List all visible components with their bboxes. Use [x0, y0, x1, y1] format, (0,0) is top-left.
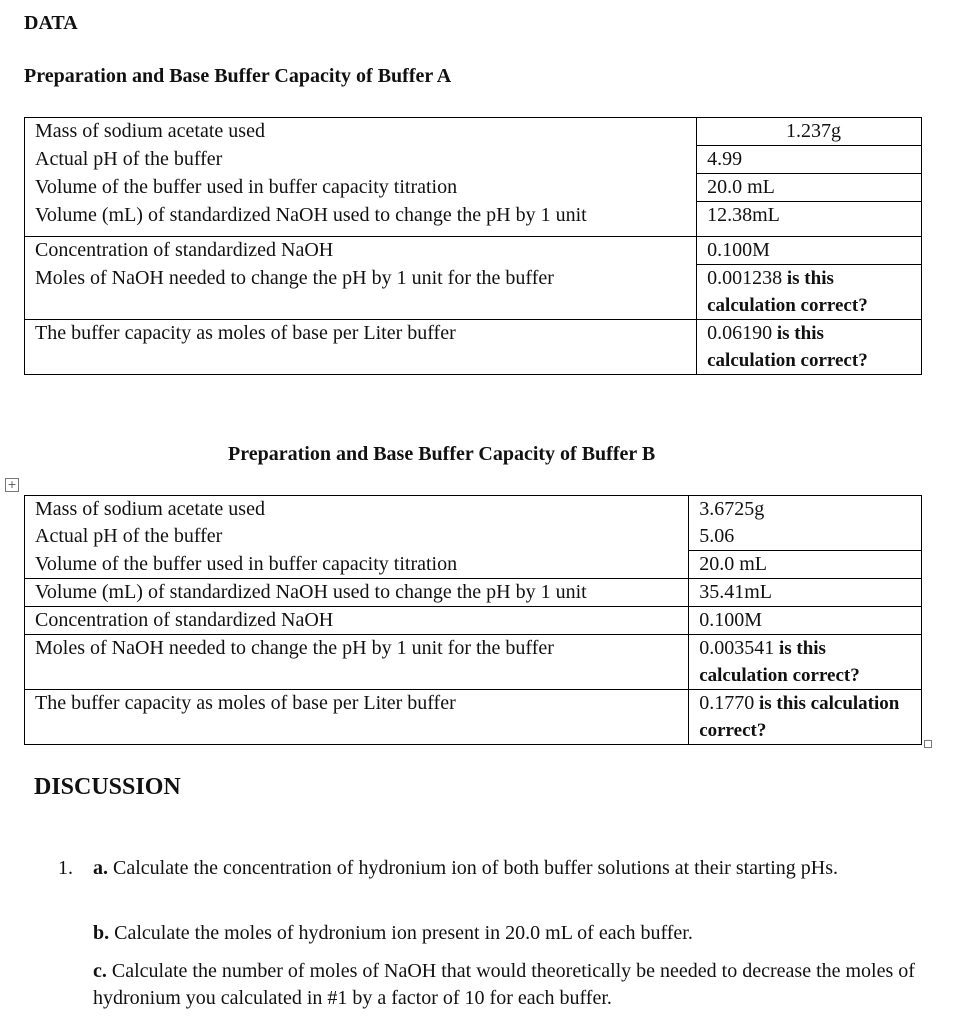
row-label: Moles of NaOH needed to change the pH by 1 unit for the buffer: [25, 635, 689, 690]
buffer-a-title: Preparation and Base Buffer Capacity of Buffer A: [24, 65, 452, 87]
row-label: Volume (mL) of standardized NaOH used to change the pH by 1 unit: [25, 202, 697, 237]
table-row: [25, 690, 922, 745]
table-row: [25, 523, 922, 551]
row-value: 3.6725g: [689, 496, 922, 524]
table-row: [25, 607, 922, 635]
row-value: 35.41mL: [689, 579, 922, 607]
question-b-text: Calculate the moles of hydronium ion present in 20.0 mL of each buffer.: [109, 922, 693, 944]
value-number: 0.001238: [707, 267, 783, 289]
row-value: 1.237g: [697, 118, 922, 146]
item-number: 1.: [58, 857, 73, 879]
row-value: [689, 635, 922, 690]
row-label: Mass of sodium acetate used: [25, 496, 689, 524]
question-b: [93, 920, 923, 947]
row-label: Moles of NaOH needed to change the pH by 1 unit for the buffer: [25, 265, 697, 320]
value-note: is this calculation correct?: [699, 693, 900, 741]
discussion-heading: DISCUSSION: [34, 774, 181, 800]
value-note: is this calculation correct?: [707, 323, 868, 371]
value-note: is this calculation correct?: [699, 638, 860, 686]
table-row: [25, 635, 922, 690]
row-label: Volume (mL) of standardized NaOH used to change the pH by 1 unit: [25, 579, 689, 607]
row-value: 0.100M: [689, 607, 922, 635]
row-value: [697, 320, 922, 375]
row-value: 12.38mL: [697, 202, 922, 237]
buffer-b-title: Preparation and Base Buffer Capacity of Buffer B: [228, 443, 656, 465]
question-b-label: b.: [93, 922, 110, 944]
row-label: Concentration of standardized NaOH: [25, 237, 697, 265]
question-a: [93, 855, 923, 882]
row-label: Volume of the buffer used in buffer capacity titration: [25, 551, 689, 579]
table-row: [25, 579, 922, 607]
square-resize-icon[interactable]: [924, 740, 932, 748]
row-label: Mass of sodium acetate used: [25, 118, 697, 146]
value-number: 0.003541: [699, 637, 775, 659]
plus-move-icon[interactable]: +: [5, 478, 19, 492]
table-row: [25, 265, 922, 320]
question-c-text: Calculate the number of moles of NaOH that would theoretically be needed to decrease the moles of hydronium you calculated in #1 by a factor of 10 for each buffer.: [93, 960, 915, 1009]
question-c-label: c.: [93, 960, 107, 982]
table-row: [25, 237, 922, 265]
row-value: 5.06: [689, 523, 922, 551]
row-label: The buffer capacity as moles of base per Liter buffer: [25, 320, 697, 375]
document-heading: DATA: [24, 12, 78, 34]
value-note: is this calculation correct?: [707, 268, 868, 316]
row-value: [689, 690, 922, 745]
table-row: [25, 146, 922, 174]
row-value: [697, 265, 922, 320]
row-label: Concentration of standardized NaOH: [25, 607, 689, 635]
question-a-label: a.: [93, 857, 108, 879]
buffer-b-table: [24, 495, 922, 745]
value-number: 0.06190: [707, 322, 773, 344]
row-value: 4.99: [697, 146, 922, 174]
question-c: [93, 958, 923, 1012]
buffer-a-table: [24, 117, 922, 375]
row-label: The buffer capacity as moles of base per Liter buffer: [25, 690, 689, 745]
row-label: Actual pH of the buffer: [25, 523, 689, 551]
value-number: 0.1770: [699, 692, 755, 714]
row-label: Actual pH of the buffer: [25, 146, 697, 174]
row-label: Volume of the buffer used in buffer capacity titration: [25, 174, 697, 202]
row-value: 0.100M: [697, 237, 922, 265]
table-row: [25, 174, 922, 202]
table-row: [25, 202, 922, 237]
row-value: 20.0 mL: [689, 551, 922, 579]
row-value: 20.0 mL: [697, 174, 922, 202]
table-row: [25, 320, 922, 375]
question-a-text: Calculate the concentration of hydronium ion of both buffer solutions at their starting pHs.: [108, 857, 839, 879]
table-row: [25, 551, 922, 579]
table-row: [25, 118, 922, 146]
table-row: [25, 496, 922, 524]
